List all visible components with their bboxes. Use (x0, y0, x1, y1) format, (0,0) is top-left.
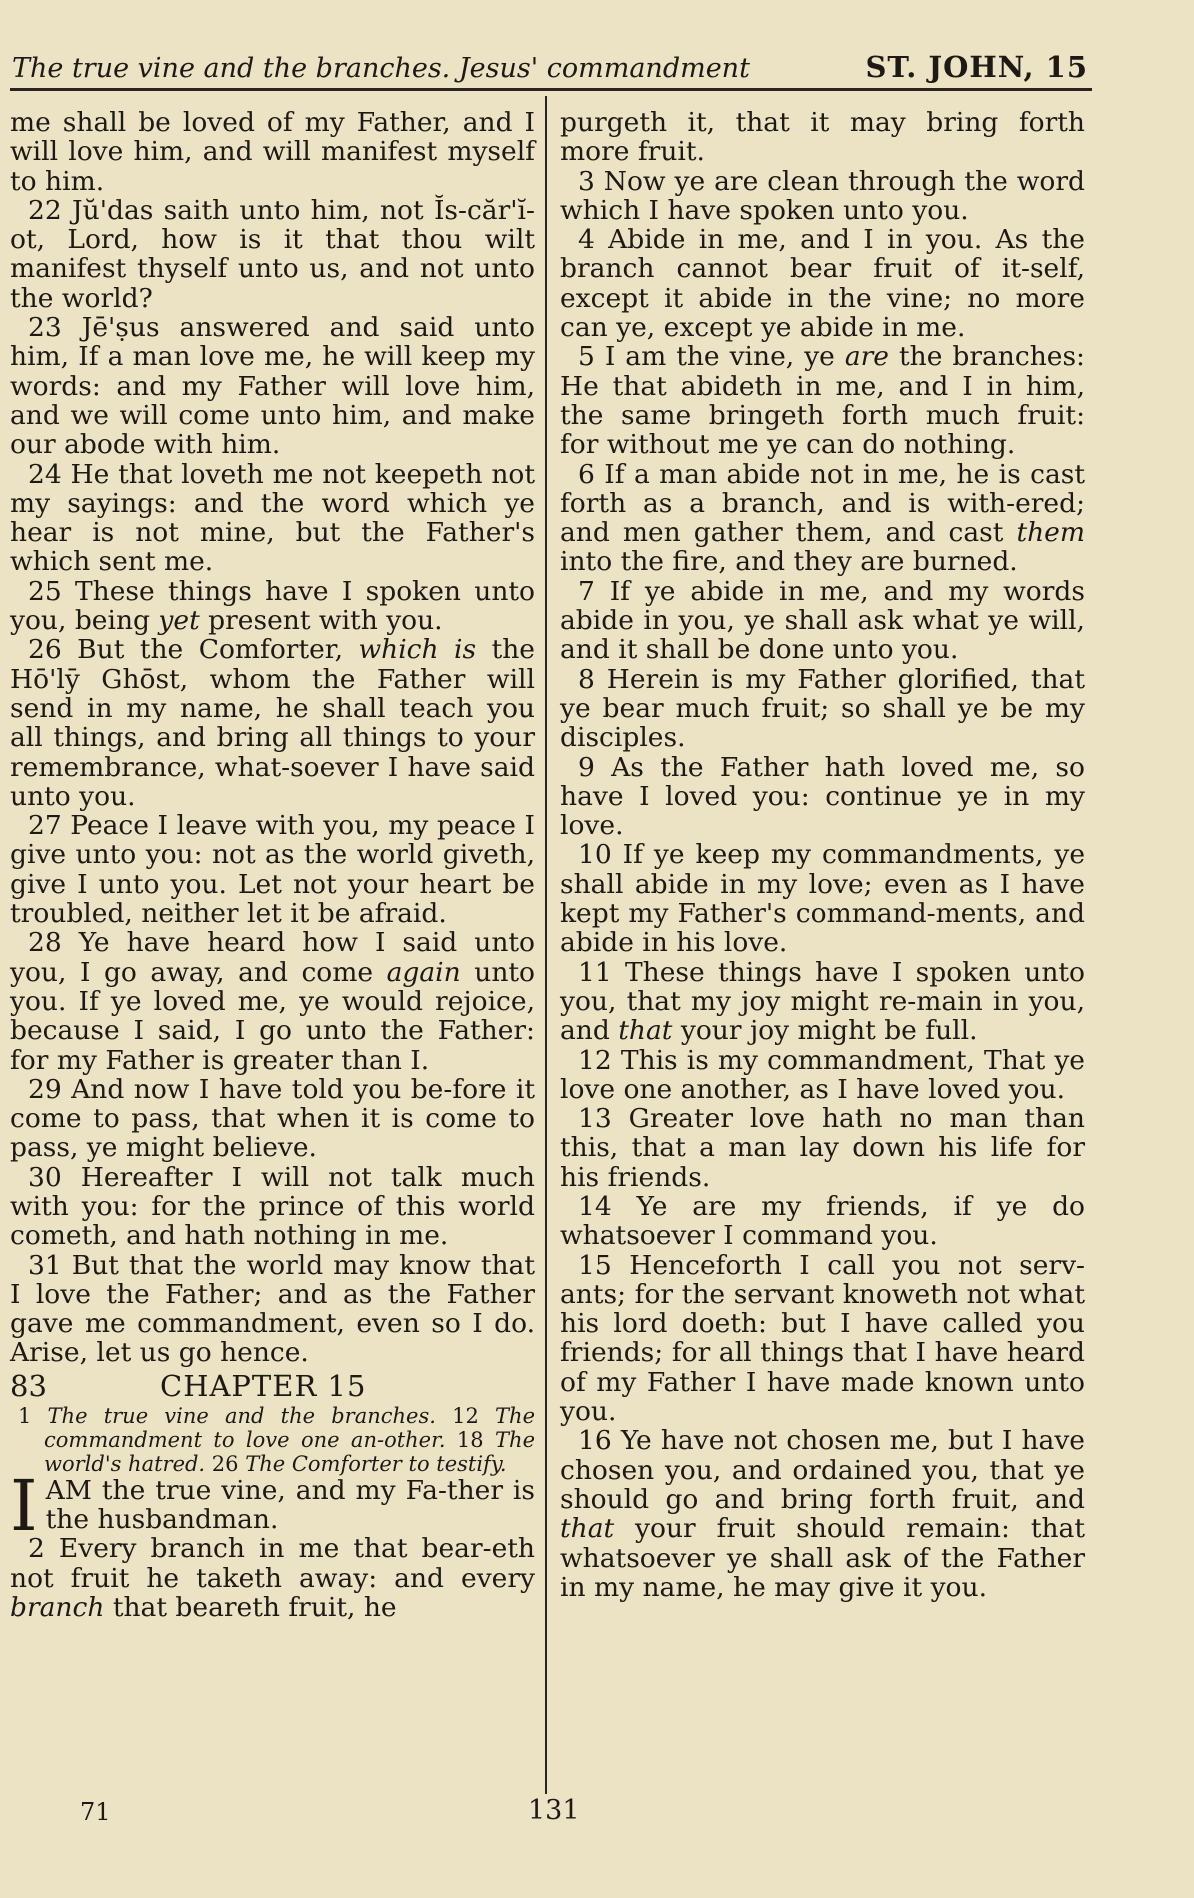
verse-4: 4 Abide in me, and I in you. As the branch cannot bear fruit of it-self, except it abide in the vine; no more can ye, except ye abide in me. (560, 224, 1085, 344)
verse-21-continuation: me shall be loved of my Father, and I will love him, and will manifest myself to him. (10, 107, 535, 197)
verse-7: 7 If ye abide in me, and my words abide in you, ye shall ask what ye will, and it shall be done unto you. (560, 575, 1085, 666)
chapter-title: CHAPTER 15 (160, 1368, 367, 1403)
verse-16: 16 Ye have not chosen me, but I have chosen you, and ordained you, that ye should go and bring forth fruit, and that your fruit should remain: that whatsoever ye shall ask of the Father in my name, he may give it you. (560, 1425, 1085, 1603)
chapter-reference-number: 83 (10, 1368, 47, 1403)
verse-22: 22 Jŭ'das saith unto him, not Ĭs-căr'ĭ-ot, Lord, how is it that thou wilt manifest thyself unto us, and not unto the world? (10, 194, 535, 314)
header-book-chapter: ST. JOHN, 15 (865, 50, 1088, 84)
verse-13: 13 Greater love hath no man than this, that a man lay down his life for his friends. (560, 1103, 1085, 1193)
chapter-heading (10, 1370, 535, 1402)
verse-8: 8 Herein is my Father glorified, that ye bear much fruit; so shall ye be my disciples. (560, 663, 1085, 754)
verse-2-continuation: purgeth it, that it may bring forth more fruit. (560, 107, 1085, 168)
verse-6: 6 If a man abide not in me, he is cast forth as a branch, and is with-ered; and men gather them, and cast them into the fire, and they are burned. (560, 458, 1085, 578)
verse-15: 15 Henceforth I call you not serv-ants; for the servant knoweth not what his lord doeth: but I have called you friends; for all things that I have heard of my Father I have made known unto you. (560, 1249, 1085, 1428)
verse-5: 5 I am the vine, ye are the branches: He that abideth in me, and I in him, the same bringeth forth much fruit: for without me ye can do nothing. (560, 341, 1085, 461)
verse-10: 10 If ye keep my commandments, ye shall abide in my love; even as I have kept my Father's command-ments, and abide in his love. (560, 839, 1085, 959)
header-rule (10, 88, 1092, 91)
verse-11: 11 These things have I spoken unto you, that my joy might re-main in you, and that your joy might be full. (560, 956, 1085, 1047)
footer-signature-number: 71 (80, 1798, 111, 1826)
verse-26: 26 But the Comforter, which is the Hō'lȳ Ghōst, whom the Father will send in my name, he shall teach you all things, and bring all things to your remembrance, what-soever I have said unto you. (10, 634, 535, 812)
verse-29: 29 And now I have told you be-fore it come to pass, that when it is come to pass, ye might believe. (10, 1073, 535, 1164)
verse-25: 25 These things have I spoken unto you, being yet present with you. (10, 575, 535, 637)
verse-14: 14 Ye are my friends, if ye do whatsoever I command you. (560, 1190, 1085, 1252)
drop-cap: I (10, 1464, 38, 1547)
header-topics: The true vine and the branches. Jesus' commandment (12, 53, 750, 84)
verse-24: 24 He that loveth me not keepeth not my sayings: and the word which ye hear is not mine, but the Father's which sent me. (10, 458, 535, 578)
verse-1: IAM the true vine, and my Fa-ther is the husbandman. (10, 1464, 535, 1547)
verse-31: 31 But that the world may know that I love the Father; and as the Father gave me commandment, even so I do. Arise, let us go hence. (10, 1249, 535, 1369)
right-column (560, 108, 1085, 1602)
verse-3: 3 Now ye are clean through the word which I have spoken unto you. (560, 165, 1085, 226)
verse-2: 2 Every branch in me that bear-eth not fruit he taketh away: and every branch that beareth fruit, he (10, 1533, 535, 1623)
left-column (10, 108, 535, 1622)
verse-23: 23 Jē'ṣus answered and said unto him, If a man love me, he will keep my words: and my Father will love him, and we will come unto him, and make our abode with him. (10, 312, 535, 461)
verse-30: 30 Hereafter I will not talk much with you: for the prince of this world cometh, and hath nothing in me. (10, 1161, 535, 1252)
verse-9: 9 As the Father hath loved me, so have I loved you: continue ye in my love. (560, 751, 1085, 842)
column-divider (545, 96, 547, 1794)
running-header (12, 50, 1092, 90)
page-number: 131 (528, 1795, 580, 1826)
verse-12: 12 This is my commandment, That ye love one another, as I have loved you. (560, 1044, 1085, 1105)
verse-27: 27 Peace I leave with you, my peace I give unto you: not as the world giveth, give I unto you. Let not your heart be troubled, neither let it be afraid. (10, 810, 535, 930)
chapter-summary: 1 The true vine and the branches. 12 The commandment to love one an-other. 18 The world's hatred. 26 The Comforter to testify. (18, 1403, 535, 1476)
verse-28: 28 Ye have heard how I said unto you, I go away, and come again unto you. If ye loved me, ye would rejoice, because I said, I go unto the Father: for my Father is greater than I. (10, 927, 535, 1076)
